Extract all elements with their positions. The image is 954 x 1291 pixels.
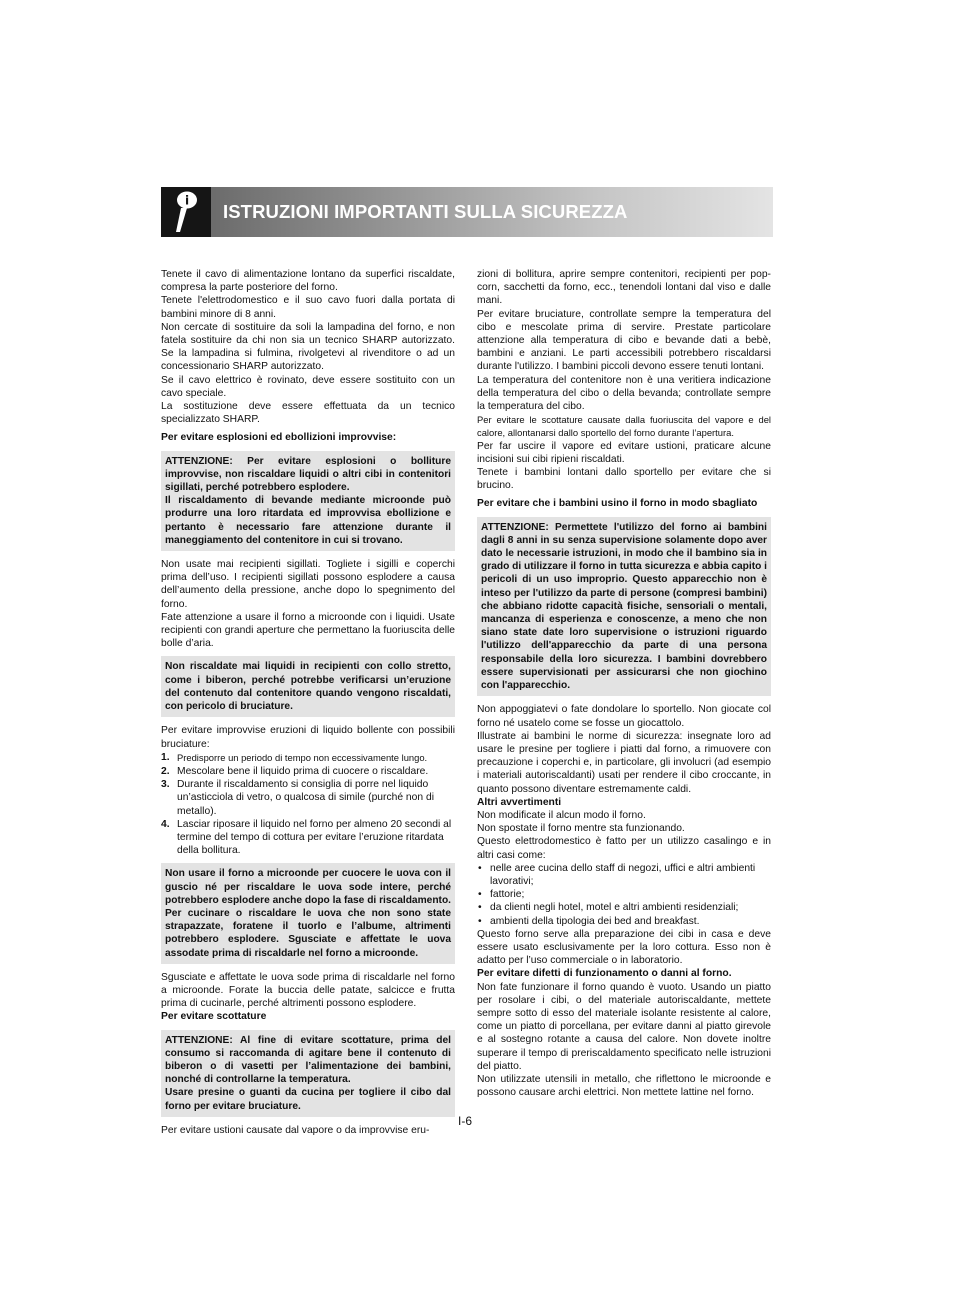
warning-box (161, 656, 455, 717)
list-item: • fattorie; (478, 889, 525, 901)
paragraph: Fate attenzione a usare il forno a microonde con i liquidi. Usate recipienti con grandi aperture che permettano la fuoriuscita delle bolle d’aria. (161, 611, 455, 650)
section-heading: Per evitare scottature (161, 1011, 267, 1023)
warning-box (161, 451, 455, 551)
warning-box (477, 517, 771, 697)
bullet-icon: • (478, 902, 482, 914)
paragraph: Non spostate il forno mentre sta funzionando. (477, 823, 685, 835)
paragraph: Non usate mai recipienti sigillati. Togliete i sigilli e coperchi prima dell’uso. I recipienti sigillati possono esplodere a causa dell’aumento della pressione, anche dopo lo spegnimento del forno. (161, 559, 455, 610)
right-column (477, 268, 771, 1099)
paragraph: Per evitare le scottature causate dalla fuoriuscita del vapore e del calore, allontanarsi dallo sportello del forno durante l’apertura. (477, 414, 771, 439)
list-item: 2. Mescolare bene il liquido prima di cuocere o riscaldare. (161, 765, 429, 777)
warning-text: ATTENZIONE: Al fine di evitare scottature, prima del consumo si raccomanda di agitare bene il contenuto di biberon o di vasetti per l’alimentazione dei bambini, nonché di controllarne la temperatura. (165, 1034, 451, 1086)
section-heading: Altri avvertimenti (477, 796, 562, 808)
svg-text:i: i (184, 193, 190, 208)
warning-box (161, 1030, 455, 1117)
section-heading: Per evitare esplosioni ed ebollizioni improvvise: (161, 432, 397, 444)
list-item: 4. Lasciar riposare il liquido nel forno per almeno 20 secondi al termine del tempo di cottura per evitare l’eruzione ritardata della bollitura. (161, 818, 452, 857)
left-column (161, 268, 455, 1137)
warning-box (161, 863, 455, 963)
warning-text: Non usare il forno a microonde per cuocere le uova con il guscio né per riscaldare le uova sode intere, perché potrebbero esplodere anche dopo la fase di riscaldamento. Per cucinare o riscaldare le uova che non sono state strapazzate, foratene il tuorlo e l’albume, altrimenti potrebbero esplodere. Sgusciate e affettate le uova assodate prima di riscaldarle nel forno a microonde. (165, 868, 451, 959)
bullet-icon: • (478, 862, 482, 874)
paragraph: Tenete l'elettrodomestico e il suo cavo fuori dalla portata di bambini minore di 8 anni. (161, 295, 455, 320)
paragraph: Per far uscire il vapore ed evitare ustioni, praticare alcune incisioni sui cibi ripieni riscaldati. (477, 440, 771, 465)
paragraph: Per evitare improvvise eruzioni di liquido bollente con possibili bruciature: (161, 725, 455, 750)
paragraph: Non appoggiatevi o fate dondolare lo sportello. Non giocate col forno né usatelo come se fosse un giocattolo. (477, 704, 771, 729)
paragraph: Sgusciate e affettate le uova sode prima di riscaldarle nel forno a microonde. Forate la buccia delle patate, salcicce e frutta prima di cucinarle, perché altrimenti possono esplodere. (161, 971, 455, 1010)
paragraph: Se il cavo elettrico è rovinato, deve essere sostituito con un cavo speciale. (161, 374, 455, 399)
paragraph: Per evitare ustioni causate dal vapore o da improvvise eru- (161, 1124, 430, 1136)
warning-text: ATTENZIONE: Permettete l'utilizzo del forno ai bambini dagli 8 anni in su senza supervisione solamente dopo aver dato le necessarie istruzioni, in modo che il bambino sia in grado di utilizzare il forno in tutta sicurezza e abbia capito i pericoli di un uso improprio. Questo apparecchio non è inteso per l'utilizzo da parte di persone (compresi bambini) che abbiano ridotte capacità fisiche, sensoriali o mentali, mancanza di esperienza e conoscenze, a meno che non siano state date loro supervisione o istruzioni riguardo l'utilizzo dell'apparecchio da parte di una persona responsabile della loro sicurezza. I bambini dovrebbero essere supervisionati per assicurarsi che non giochino con l'apparecchio. (481, 521, 767, 692)
section-heading: Per evitare difetti di funzionamento o danni al forno. (477, 968, 732, 980)
warning-info-icon (170, 191, 200, 233)
bullet-list (477, 862, 771, 928)
bullet-icon: • (478, 915, 482, 927)
section-heading: Per evitare che i bambini usino il forno in modo sbagliato (477, 498, 758, 510)
paragraph: Non modificate il alcun modo il forno. (477, 809, 646, 821)
list-item: • ambienti della tipologia dei bed and breakfast. (478, 915, 700, 927)
paragraph: Non fate funzionare il forno quando è vuoto. Usando un piatto per rosolare i cibi, o del materiale autoriscaldante, mettete sempre sotto di esso del materiale isolante resistente al calore, come un piatto di porcellana, per evitare danni al piatto girevole e al sostegno rotante a causa del calore. Non dovete inoltre superare il tempo di preriscaldamento specificato nelle istruzioni del piatto. (477, 981, 771, 1072)
paragraph: Non utilizzate utensili in metallo, che riflettono le microonde e possono causare archi elettrici. Non mettete lattine nel forno. (477, 1073, 771, 1099)
list-item: • da clienti negli hotel, motel e altri ambienti residenziali; (478, 902, 739, 914)
section-header (161, 187, 773, 237)
list-item: 1. Predisporre un periodo di tempo non eccessivamente lungo. (161, 751, 428, 763)
list-item: • nelle aree cucina dello staff di negozi, uffici e altri ambienti lavorativi; (478, 862, 756, 887)
page-number: I-6 (458, 1114, 473, 1128)
warning-text: Il riscaldamento di bevande mediante microonde può produrre una loro ritardata ed improvvisa ebollizione e pertanto è necessario fare attenzione durante il maneggiamento del contenitore in cui si trovano. (165, 495, 451, 546)
paragraph: Questo forno serve alla preparazione dei cibi in casa e deve essere usato esclusivamente per la loro cottura. Esso non è adatto per l’uso commerciale o in laboratorio. (477, 928, 771, 967)
warning-text: Usare presine o guanti da cucina per togliere il cibo dal forno per evitare bruciature. (165, 1087, 451, 1112)
header-icon-box (161, 187, 211, 237)
list-item: 3. Durante il riscaldamento si consiglia di porre nel liquido un’asticciola di vetro, o qualcosa di simile (purché non di metallo). (161, 779, 434, 817)
paragraph: La temperatura del contenitore non è una veritiera indicazione della temperatura del cibo o della bevanda; controllate sempre la temperatura del cibo. (477, 374, 771, 413)
paragraph: Tenete i bambini lontani dallo sportello per evitare che si brucino. (477, 467, 771, 492)
warning-text: ATTENZIONE: Per evitare esplosioni o bolliture improvvise, non riscaldare liquidi o altri cibi in contenitori sigillati, perché potrebbero esplodere. (165, 455, 451, 494)
page-title: ISTRUZIONI IMPORTANTI SULLA SICUREZZA (223, 201, 628, 222)
numbered-list (161, 751, 455, 858)
paragraph: Questo elettrodomestico è fatto per un utilizzo casalingo e in altri casi come: (477, 836, 771, 861)
paragraph: zioni di bollitura, aprire sempre contenitori, recipienti per pop-corn, sacchetti da forno, ecc., tenendoli lontani dal viso e dalle mani. (477, 269, 771, 307)
paragraph: La sostituzione deve essere effettuata da un tecnico specializzato SHARP. (161, 401, 455, 426)
paragraph: Non cercate di sostituire da soli la lampadina del forno, e non fatela sostituire da chi non sia un tecnico SHARP autorizzato. Se la lampadina si fulmina, rivolgetevi al rivenditore o ad un concessionario SHARP autorizzato. (161, 321, 455, 373)
paragraph: Per evitare bruciature, controllate sempre la temperatura del cibo e mescolate prima di servire. Prestate particolare attenzione alla temperatura di cibo e bevande dati a bebè, bambini e anziani. Le parti accessibili potrebbero riscaldarsi durante l'utilizzo. I bambini piccoli devono essere tenuti lontani. (477, 308, 771, 373)
warning-text: Non riscaldate mai liquidi in recipienti con collo stretto, come i biberon, perché potrebbe verificarsi un’eruzione del contenuto dal contenitore quando vengono riscaldati, con pericolo di bruciature. (165, 661, 451, 713)
paragraph: Tenete il cavo di alimentazione lontano da superfici riscaldate, compresa la parte posteriore del forno. (161, 269, 455, 294)
bullet-icon: • (478, 889, 482, 901)
paragraph: Illustrate ai bambini le norme di sicurezza: insegnate loro ad usare le presine per togliere i piatti dal forno, a rimuovere con precauzione i coperchi e, in particolare, gli involucri (ad esempio i materiali autoriscaldanti) usati per rendere il cibo croccante, in quanto possono diventare estremamente caldi. (477, 730, 771, 795)
